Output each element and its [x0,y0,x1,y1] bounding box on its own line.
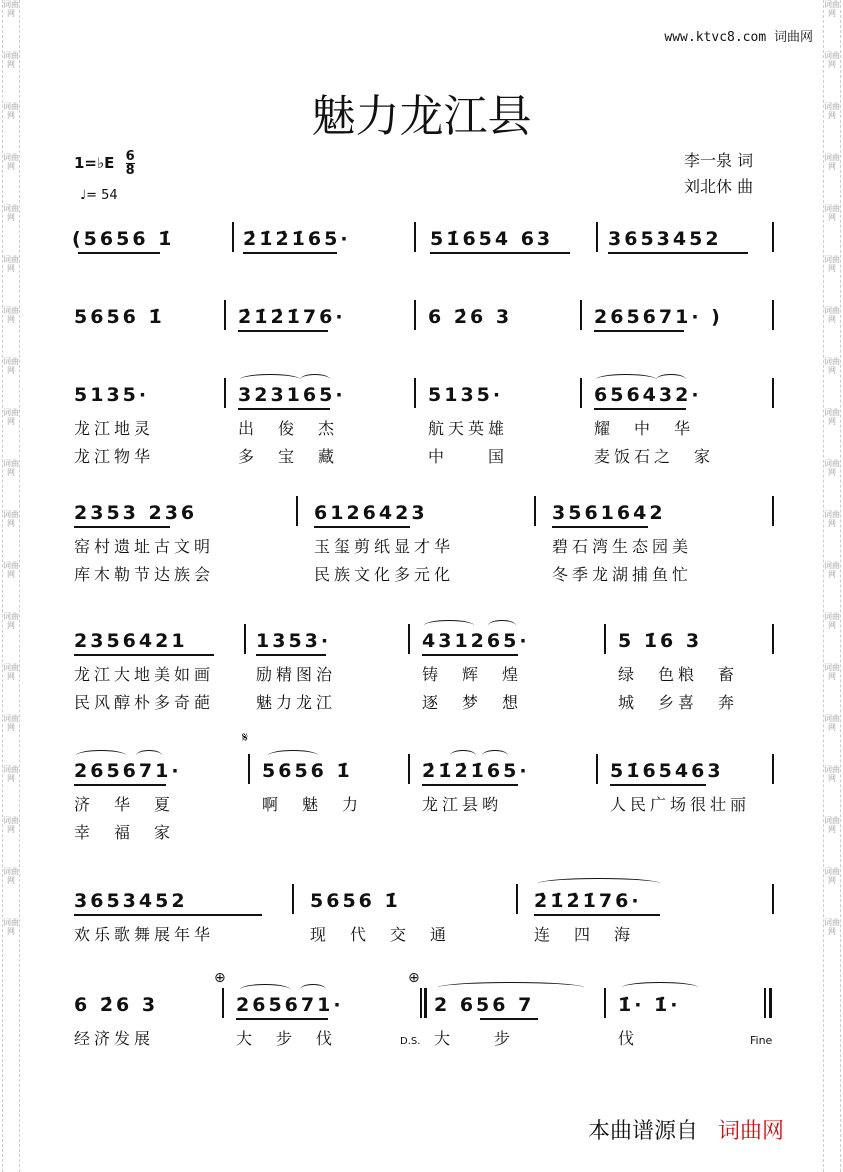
beam [74,784,166,786]
slur [482,750,508,761]
lyric: 幸 福 家 [74,823,175,842]
barline [772,378,774,408]
measure: 431265· [422,630,530,652]
time-signature [126,150,135,177]
measure: 265671· ) [594,306,723,328]
slur [656,374,686,385]
slur [438,982,584,993]
beam [422,654,518,656]
lyric: 龙江大地美如画 [74,665,215,684]
lyric: 逐 梦 想 [422,693,523,712]
watermark-right: 词曲网 词曲网 词曲网 词曲网 词曲网 词曲网 词曲网 词曲网 词曲网 词曲网 词曲网 词曲网 词曲网 词曲网 词曲网 词曲网 词曲网 词曲网 词曲网 [823,0,841,1172]
site-name: 词曲网 [773,30,813,45]
barline [604,988,606,1018]
lyric: 励精图治 [256,665,337,684]
tempo-note-icon: ♩ [80,188,87,203]
final-barline [764,988,766,1018]
lyric: 龙江县哟 [422,795,503,814]
lyric: 龙江物华 [74,447,155,466]
key-signature [74,150,135,177]
measure: 5135· [428,384,504,406]
slur [76,750,126,761]
lyric: 魅力龙江 [256,693,337,712]
measure: 2356421 [74,630,188,652]
lyric: 窑村遗址古文明 [74,537,215,556]
barline [772,300,774,330]
barline [596,222,598,252]
coda-icon: ⊕ [408,970,420,986]
lyric: 龙江地灵 [74,419,155,438]
beam [78,252,160,254]
slur [240,984,290,995]
beam [238,408,330,410]
beam [534,914,660,916]
beam [594,408,686,410]
beam [314,526,410,528]
measure: 2̇1̇2̇1̇76· [238,306,346,328]
barline [408,754,410,784]
slur [450,750,476,761]
barline [292,884,294,914]
segno-icon: 𝄋 [242,730,249,746]
lyric: 济 华 夏 [74,795,175,814]
lyric: 中 国 [428,447,509,466]
lyric: 欢乐歌舞展年华 [74,925,215,944]
repeat-barline-thick [424,988,427,1018]
song-title: 魅力龙江县 [311,91,532,142]
lyric: 伐 [618,1029,639,1048]
measure: 2̇1̇2̇1̇65· [243,228,351,250]
tempo-mark [80,188,118,203]
slur [596,374,656,385]
barline [772,884,774,914]
barline [772,624,774,654]
lyricist: 李一泉 词 [684,151,754,170]
lyric: 大 步 伐 [236,1029,337,1048]
measure: 6 2̇6 3 [428,306,513,328]
lyric: 大 步 [434,1029,515,1048]
beam [480,1018,538,1020]
lyric: 库木勒节达族会 [74,565,215,584]
tempo-value: = 54 [86,188,118,203]
lyric: 城 乡喜 奔 [618,693,739,712]
measure: (5656 1̇ [72,228,175,250]
barline [408,624,410,654]
credits [684,148,753,200]
barline [516,884,518,914]
barline [222,988,224,1018]
measure: 5135· [74,384,150,406]
measure: 6126423 [314,502,428,524]
measure: 323165· [238,384,346,406]
slur [300,374,330,385]
barline [534,496,536,526]
beam [422,784,518,786]
slur [268,750,318,761]
composer: 刘北休 曲 [684,177,754,196]
ds-mark: D.S. [400,1036,421,1047]
beam [74,914,262,916]
site-url: www.ktvc8.com [664,30,767,45]
watermark-left: 词曲网 词曲网 词曲网 词曲网 词曲网 词曲网 词曲网 词曲网 词曲网 词曲网 词曲网 词曲网 词曲网 词曲网 词曲网 词曲网 词曲网 词曲网 词曲网 [2,0,20,1172]
lyric: 经济发展 [74,1029,155,1048]
measure: 5656 1̇ [74,306,165,328]
measure: 1353· [256,630,332,652]
measure: 2353 236 [74,502,198,524]
measure: 3653452 [74,890,188,912]
measure: 656432· [594,384,702,406]
fine-mark: Fine [750,1034,773,1047]
barline [414,222,416,252]
lyric: 多 宝 藏 [238,447,339,466]
barline [596,754,598,784]
lyric: 啊 魅 力 [262,795,363,814]
lyric: 连 四 海 [534,925,635,944]
barline [224,300,226,330]
lyric: 民风醇朴多奇葩 [74,693,215,712]
measure: 51̇65463 [610,760,724,782]
site-header [664,26,813,45]
source-text: 本曲谱源自 [588,1119,699,1144]
beam [610,784,706,786]
measure: 2̇1̇2̇1̇65· [422,760,530,782]
key-label: 1=♭E [74,154,115,172]
slur [240,374,300,385]
beam [238,330,328,332]
measure: 2̇1̇2̇1̇76· [534,890,642,912]
measure: 3653452 [608,228,722,250]
beam [430,252,570,254]
measure: 2 656 7 [434,994,535,1016]
barline [296,496,298,526]
measure: 3561642 [552,502,666,524]
lyric: 人民广场很壮丽 [610,795,751,814]
source-brand: 词曲网 [718,1119,785,1144]
slur [488,620,516,631]
coda-icon: ⊕ [214,970,226,986]
measure: 5656 1̇ [310,890,401,912]
barline [248,754,250,784]
barline [772,496,774,526]
beam [552,526,648,528]
measure: 5656 1̇ [262,760,353,782]
barline [580,300,582,330]
lyric: 玉玺剪纸显才华 [314,537,455,556]
beam [256,654,326,656]
beam [236,1018,328,1020]
barline [772,222,774,252]
lyric: 铸 辉 煌 [422,665,523,684]
lyric: 民族文化多元化 [314,565,455,584]
barline [580,378,582,408]
lyric: 麦饭石之 家 [594,447,715,466]
measure: 1̇· 1̇· [618,994,681,1016]
final-barline-thick [769,988,772,1018]
barline [772,754,774,784]
barline [244,624,246,654]
lyric: 航天英雄 [428,419,509,438]
slur [136,750,162,761]
measure: 265671· [74,760,182,782]
time-top: 6 [125,149,135,164]
measure: 51̇654 63 [430,228,554,250]
repeat-barline [420,988,422,1018]
lyric: 出 俊 杰 [238,419,339,438]
beam [608,252,748,254]
beam [243,252,337,254]
barline [604,624,606,654]
barline [224,378,226,408]
slur [622,982,698,993]
lyric: 耀 中 华 [594,419,695,438]
measure: 6 2̇6 3 [74,994,159,1016]
beam [594,330,684,332]
source-footer [588,1114,784,1145]
lyric: 绿 色粮 畜 [618,665,739,684]
slur [424,620,474,631]
measure: 5 1̇6 3 [618,630,703,652]
barline [414,378,416,408]
beam [74,654,214,656]
barline [232,222,234,252]
measure: 265671· [236,994,344,1016]
barline [414,300,416,330]
time-bottom: 8 [125,163,135,178]
beam [74,526,170,528]
slur [300,984,326,995]
lyric: 现 代 交 通 [310,925,451,944]
lyric: 碧石湾生态园美 [552,537,693,556]
slur [538,878,660,889]
lyric: 冬季龙湖捕鱼忙 [552,565,693,584]
